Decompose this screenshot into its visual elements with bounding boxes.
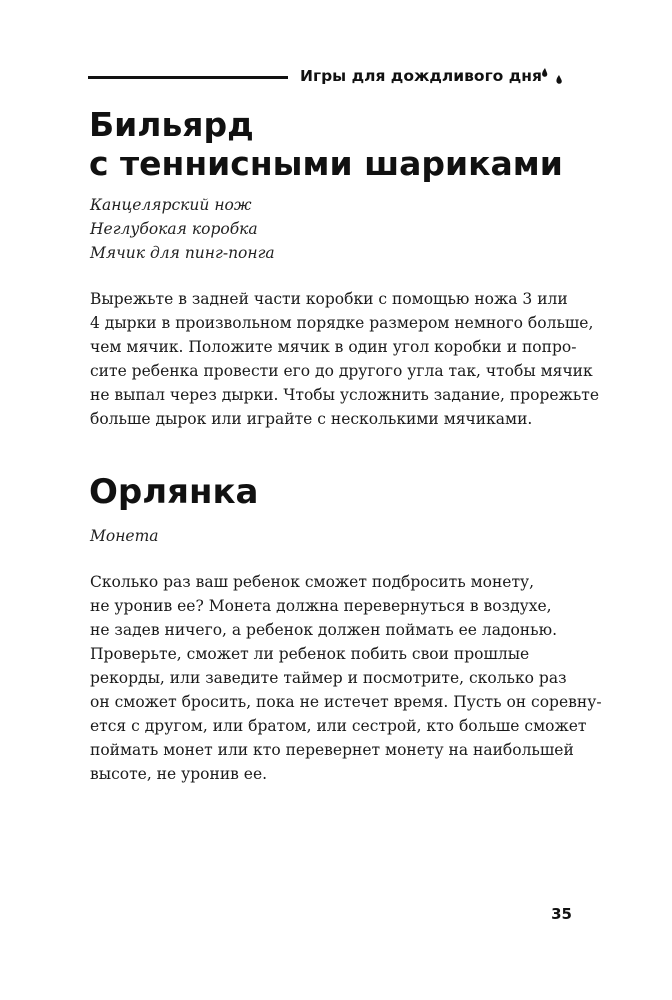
text-line: Вырежьте в задней части коробки с помощью ножа 3 или — [90, 290, 568, 308]
text-line: сите ребенка провести его до другого угла так, чтобы мячик — [90, 362, 593, 380]
material-item: Канцелярский нож — [90, 196, 252, 214]
title-line: Бильярд — [89, 105, 254, 144]
game-title-coin-toss: Орлянка — [89, 472, 259, 512]
text-line: рекорды, или заведите таймер и посмотрите, сколько раз — [90, 669, 567, 687]
section-title: Игры для дождливого дня — [300, 67, 542, 85]
raindrops-icon — [541, 67, 567, 85]
text-line: поймать монет или кто перевернет монету на наибольшей — [90, 741, 574, 759]
text-line: больше дырок или играйте с несколькими мячиками. — [90, 410, 533, 428]
running-header — [88, 64, 582, 88]
text-line: не задев ничего, а ребенок должен поймать ее ладонью. — [90, 621, 557, 639]
text-line: ется с другом, или братом, или сестрой, кто больше сможет — [90, 717, 587, 735]
instructions-coin-toss — [90, 570, 602, 786]
text-line: чем мячик. Положите мячик в один угол коробки и попро- — [90, 338, 577, 356]
text-line: он сможет бросить, пока не истечет время. Пусть он соревну- — [90, 693, 602, 711]
material-item: Монета — [90, 527, 159, 545]
header-rule — [88, 76, 288, 79]
instructions-billiards — [90, 287, 600, 431]
text-line: не уронив ее? Монета должна перевернуться в воздухе, — [90, 597, 552, 615]
text-line: Сколько раз ваш ребенок сможет подбросить монету, — [90, 573, 535, 591]
text-line: высоте, не уронив ее. — [90, 765, 268, 783]
material-item: Неглубокая коробка — [90, 220, 258, 238]
material-item: Мячик для пинг-понга — [90, 244, 275, 262]
title-line: с теннисными шариками — [89, 144, 563, 183]
page-number: 35 — [551, 905, 572, 923]
text-line: Проверьте, сможет ли ребенок побить свои прошлые — [90, 645, 530, 663]
text-line: 4 дырки в произвольном порядке размером немного больше, — [90, 314, 594, 332]
materials-list-coin-toss — [90, 524, 159, 548]
text-line: не выпал через дырки. Чтобы усложнить задание, прорежьте — [90, 386, 600, 404]
materials-list-billiards — [90, 193, 275, 265]
game-title-billiards — [89, 105, 563, 183]
